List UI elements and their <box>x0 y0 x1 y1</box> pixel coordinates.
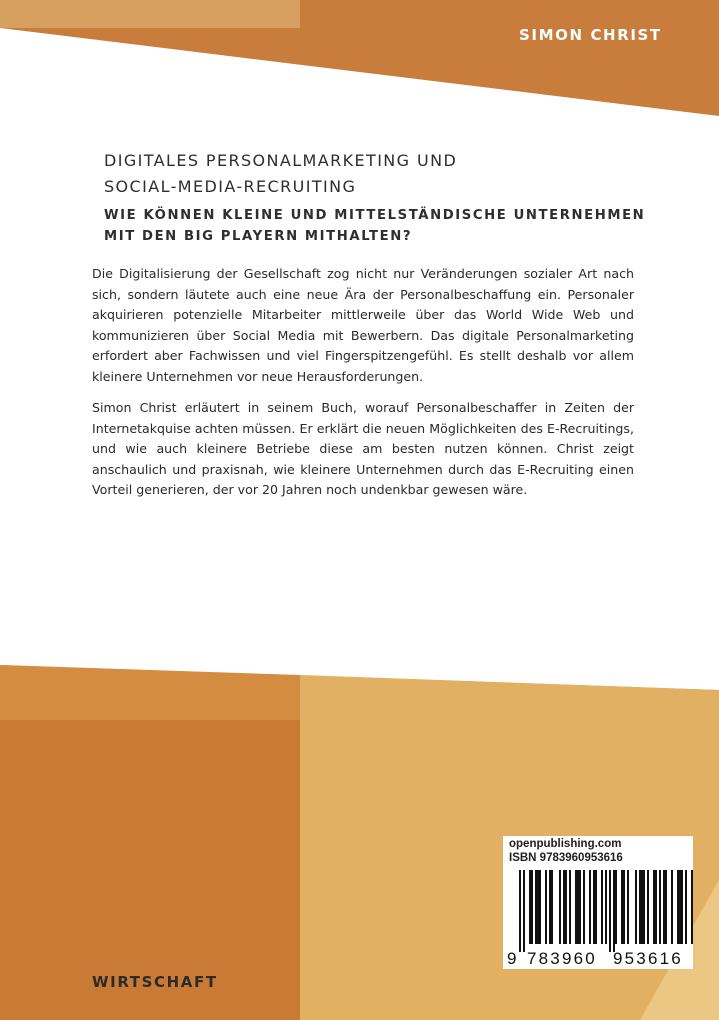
barcode-bar <box>539 870 541 944</box>
barcode-bar <box>655 870 657 944</box>
barcode-bar <box>691 870 693 944</box>
barcode-bar <box>523 870 525 952</box>
barcode-digit-lead: 9 <box>507 949 517 968</box>
blurb <box>92 264 634 512</box>
book-subtitle <box>104 205 664 247</box>
barcode-bar <box>679 870 681 944</box>
barcode-bar <box>559 870 561 944</box>
barcode-bar <box>685 870 687 944</box>
book-title-line: SOCIAL-MEDIA-RECRUITING <box>104 177 357 196</box>
barcode-bar <box>609 870 611 952</box>
barcode-bar <box>537 870 539 944</box>
barcode-bar <box>575 870 577 944</box>
barcode-bar <box>535 870 537 944</box>
barcode-bar <box>529 870 531 944</box>
barcode-bar <box>621 870 623 944</box>
isbn-label: ISBN 9783960953616 <box>509 852 623 864</box>
blurb-paragraph: Simon Christ erläutert in seinem Buch, worauf Personalbeschaffer in Zeiten der Internetakquise achten müssen. Er erklärt die neuen Möglichkeiten des E-Recruitings, und wie auch kleinere Betriebe diese am besten nutzen können. Christ zeigt anschaulich und praxisnah, wie kleinere Unternehmen durch das E-Recruiting einen Vorteil generieren, der vor 20 Jahren noch undenkbar gewesen wäre. <box>92 400 634 497</box>
barcode-bar <box>519 870 521 952</box>
barcode-bar <box>671 870 673 944</box>
top-band-shade <box>0 0 300 28</box>
author-name: SIMON CHRIST <box>519 26 662 44</box>
book-title <box>104 148 664 200</box>
barcode-bar <box>589 870 591 944</box>
barcode-bar <box>545 870 547 944</box>
barcode-bar <box>605 870 607 944</box>
barcode-bar <box>593 870 595 944</box>
barcode-bar <box>595 870 597 944</box>
barcode-bar <box>627 870 629 944</box>
barcode-bar <box>565 870 567 944</box>
barcode-bar <box>677 870 679 944</box>
barcode-bar <box>665 870 667 944</box>
barcode-bar <box>569 870 571 944</box>
book-title-line: DIGITALES PERSONALMARKETING UND <box>104 151 458 170</box>
barcode-bar <box>663 870 665 944</box>
barcode-bar <box>615 870 617 944</box>
barcode-bar <box>577 870 579 944</box>
barcode-bar <box>601 870 603 944</box>
barcode-digits-left: 783960 <box>527 949 597 968</box>
book-subtitle-line: WIE KÖNNEN KLEINE UND MITTELSTÄNDISCHE UNTERNEHMEN <box>104 208 646 223</box>
barcode-bar <box>653 870 655 944</box>
barcode-bar <box>551 870 553 944</box>
barcode-bar <box>623 870 625 944</box>
barcode-bar <box>681 870 683 944</box>
barcode-bar <box>579 870 581 944</box>
book-subtitle-line: MIT DEN BIG PLAYERN MITHALTEN? <box>104 229 413 244</box>
blurb-paragraph: Die Digitalisierung der Gesellschaft zog nicht nur Veränderungen sozialer Art nach sich, sondern läutete auch eine neue Ära der Personalbeschaffung ein. Personaler akquirieren potenzielle Mitarbeiter mittlerweile über das World Wide Web und kommunizieren über Social Media mit Bewerbern. Das digitale Personalmarketing erfordert aber Fachwissen und viel Fingerspitzengefühl. Es stellt deshalb vor allem kleinere Unternehmen vor neue Herausforderungen. <box>92 266 634 384</box>
publisher-url: openpublishing.com <box>509 838 622 850</box>
barcode-bar <box>641 870 643 944</box>
barcode-bar <box>531 870 533 944</box>
barcode-bar <box>639 870 641 944</box>
barcode-bar <box>643 870 645 944</box>
barcode-bar <box>613 870 615 952</box>
barcode-bar <box>659 870 661 944</box>
barcode-bar <box>635 870 637 944</box>
bottom-orange-dark-fade <box>0 665 300 720</box>
category-label: WIRTSCHAFT <box>92 973 218 991</box>
barcode-bar <box>647 870 649 944</box>
ean-barcode <box>503 868 693 968</box>
barcode-bar <box>549 870 551 944</box>
barcode-bars <box>519 870 693 952</box>
barcode-digits-right: 953616 <box>613 949 683 968</box>
barcode-bar <box>583 870 585 944</box>
barcode-bar <box>563 870 565 944</box>
isbn-barcode-box <box>503 836 693 969</box>
